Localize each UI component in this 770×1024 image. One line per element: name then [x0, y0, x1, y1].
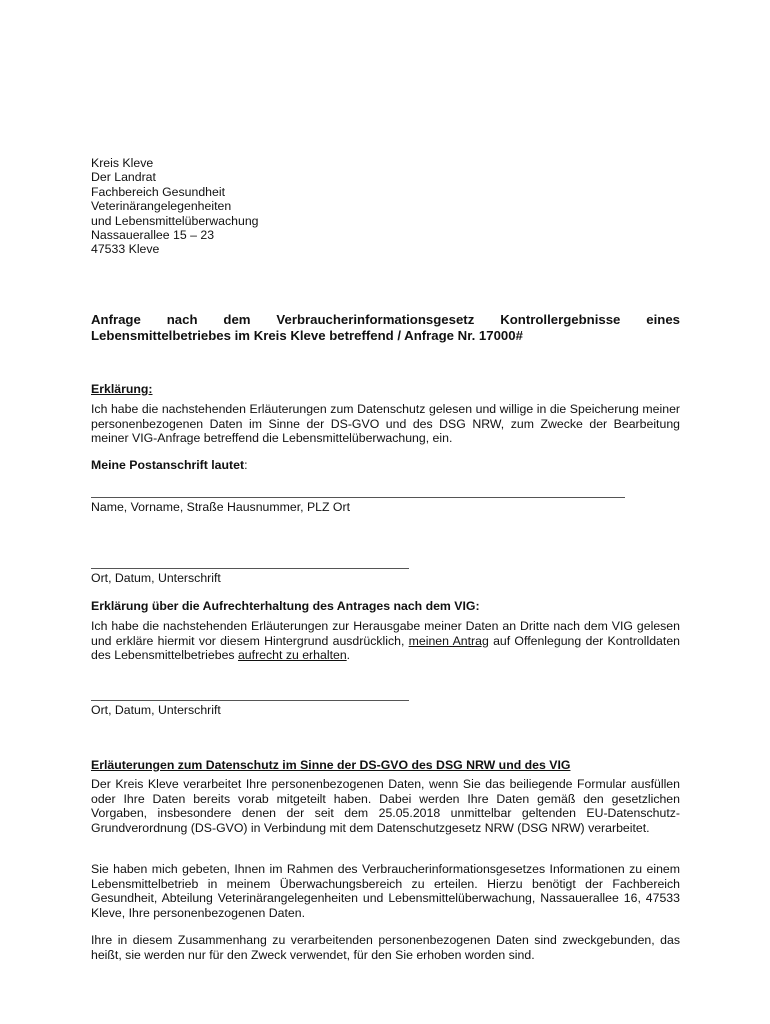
subject-line-2: Lebensmittelbetriebes im Kreis Kleve betreffend / Anfrage Nr. 17000#: [91, 328, 523, 343]
signature-caption-2: Ort, Datum, Unterschrift: [91, 703, 221, 717]
aufrecht-text: [91, 619, 680, 663]
address-caption: Name, Vorname, Straße Hausnummer, PLZ Ort: [91, 500, 351, 514]
address-line: und Lebensmittelüberwachung: [91, 213, 259, 228]
datenschutz-paragraph-1: Der Kreis Kleve verarbeitet Ihre personenbezogenen Daten, wenn Sie das beiliegende Formular ausfüllen oder Ihre Daten bereits vorab mitgeteilt haben. Dabei werden Ihre Daten gemäß den gesetzlichen Vorgaben, insbesondere denen der seit dem 25.05.2018 unmittelbar geltenden EU-Datenschutz-Grundverordnung (DS-GVO) in Verbindung mit dem Datenschutzgesetz NRW (DSG NRW) verarbeitet.: [91, 777, 680, 835]
signature-line-1[interactable]: [91, 568, 409, 569]
address-caption-block: [91, 500, 680, 515]
datenschutz-heading: Erläuterungen zum Datenschutz im Sinne der DS-GVO des DSG NRW und des VIG: [91, 758, 571, 772]
subject-line: [91, 312, 680, 344]
address-line: Nassauerallee 15 – 23: [91, 228, 215, 243]
aufrecht-heading-block: [91, 599, 680, 614]
postanschrift-colon: :: [244, 458, 248, 472]
erklaerung-paragraph: Ich habe die nachstehenden Erläuterungen zum Datenschutz gelesen und willige in die Speicherung meiner personenbezogenen Daten im Sinne der DS-GVO und des DSG NRW, zum Zwecke der Bearbeitung meiner VIG-Anfrage betreffend die Lebensmittelüberwachung, ein.: [91, 402, 680, 446]
recipient-address: [91, 156, 259, 257]
erklaerung-heading-block: [91, 382, 680, 397]
erklaerung-heading: Erklärung:: [91, 382, 153, 396]
address-line: Der Landrat: [91, 170, 156, 185]
datenschutz-para-1: [91, 777, 680, 835]
postanschrift-label: Meine Postanschrift lautet: [91, 458, 245, 472]
aufrecht-underlined-antrag: meinen Antrag: [408, 633, 489, 648]
erklaerung-text: [91, 402, 680, 446]
address-line: Fachbereich Gesundheit: [91, 184, 225, 199]
datenschutz-heading-block: [91, 758, 680, 773]
signature-caption-1: Ort, Datum, Unterschrift: [91, 571, 221, 585]
signature-caption-2-block: [91, 703, 680, 718]
signature-line-2[interactable]: [91, 700, 409, 701]
postanschrift-label-block: [91, 458, 680, 473]
datenschutz-para-3: [91, 933, 680, 962]
address-input-line[interactable]: [91, 497, 625, 498]
aufrecht-text-part: .: [346, 648, 351, 663]
datenschutz-paragraph-2: Sie haben mich gebeten, Ihnen im Rahmen des Verbraucherinformationsgesetzes Informationen zu einem Lebensmittelbetrieb in meinem Überwachungsbereich zu erteilen. Hierzu benötigt der Fachbereich Gesundheit, Abteilung Veterinärangelegenheiten und Lebensmittelüberwachung, Nassauerallee 16, 47533 Kleve, Ihre personenbezogenen Daten.: [91, 862, 680, 920]
subject-line-1: Anfrage nach dem Verbraucherinformationsgesetz Kontrollergebnisse eines: [91, 312, 680, 327]
aufrecht-paragraph: [91, 619, 680, 663]
aufrecht-text-part: Ich habe die nachstehenden Erläuterungen zur Herausgabe meiner Daten an Dritte nach dem VIG gelesen und erkläre hiermit vor diesem Hintergrund ausdrücklich,: [91, 619, 680, 648]
aufrecht-underlined-aufrecht: aufrecht zu erhalten: [237, 648, 347, 663]
datenschutz-paragraph-3: Ihre in diesem Zusammenhang zu verarbeitenden personenbezogenen Daten sind zweckgebunden, das heißt, sie werden nur für den Zweck verwendet, für den Sie erhoben worden sind.: [91, 933, 680, 962]
aufrecht-heading: Erklärung über die Aufrechterhaltung des Antrages nach dem VIG:: [91, 599, 480, 613]
aufrecht-text-part: auf Offenlegung der Kontrolldaten des Lebensmittelbetriebes: [91, 633, 680, 663]
signature-caption-1-block: [91, 571, 680, 586]
datenschutz-para-2: [91, 862, 680, 920]
address-line: Kreis Kleve: [91, 156, 154, 170]
address-line: 47533 Kleve: [91, 242, 160, 257]
address-line: Veterinärangelegenheiten: [91, 199, 232, 214]
